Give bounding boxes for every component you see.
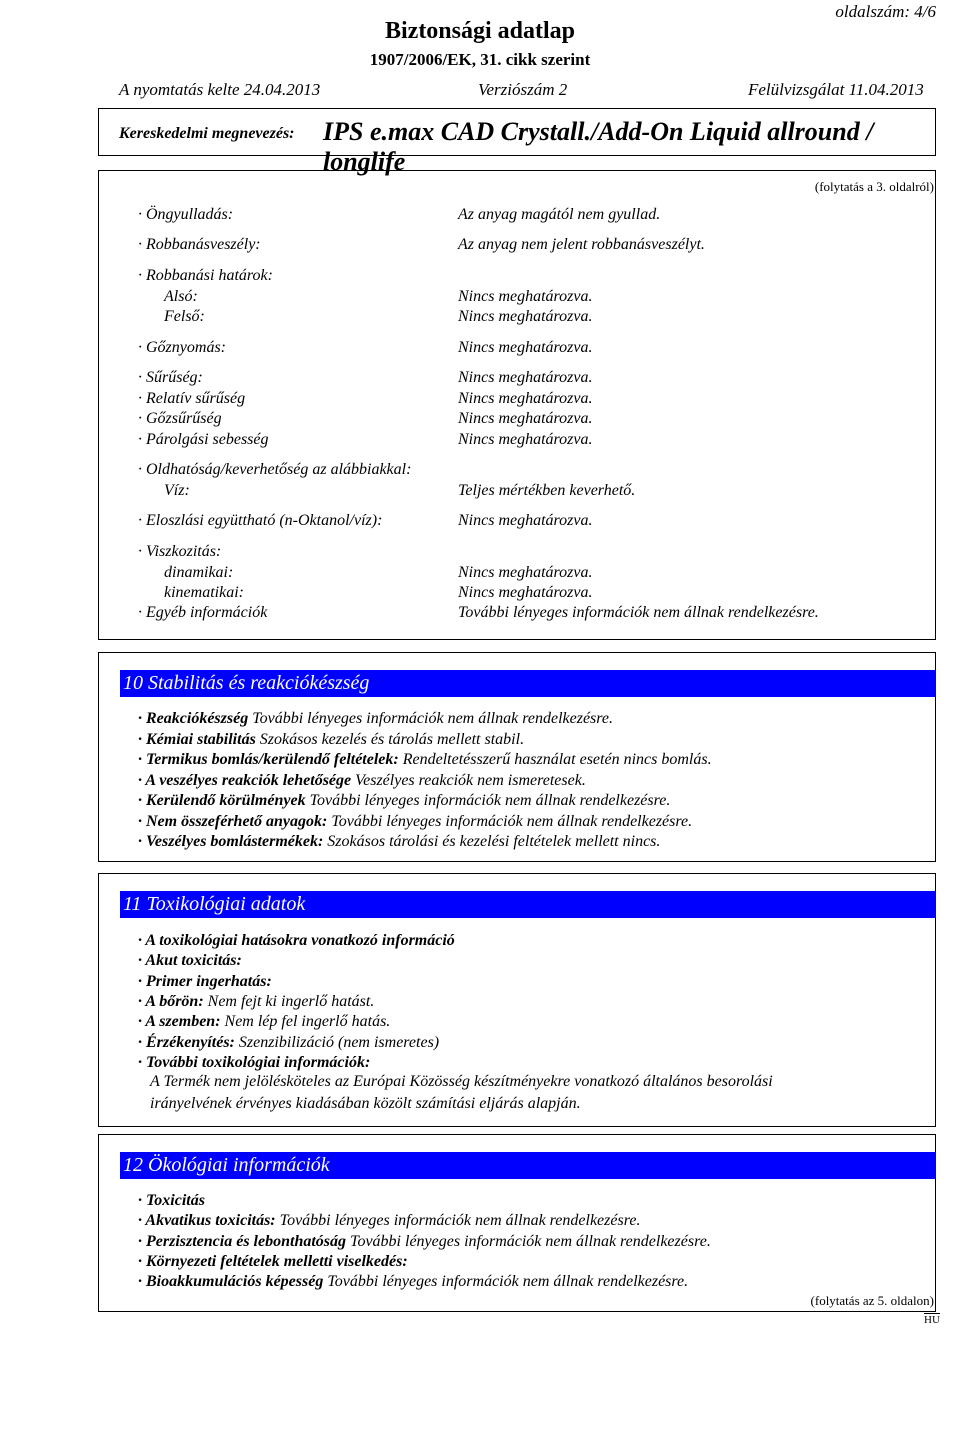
section-11-paragraph-line-1: A Termék nem jelölésköteles az Európai Közösség készítményekre vonatkozó általános besorolási — [150, 1073, 773, 1090]
revision-date: Felülvizsgálat 11.04.2013 — [748, 80, 924, 99]
item-text: Szenzibilizáció (nem ismeretes) — [234, 1033, 440, 1051]
section-10-title: 10 Stabilitás és reakciókészség — [123, 672, 370, 694]
list-item — [138, 750, 712, 770]
list-item — [138, 1272, 688, 1292]
item-term: · Toxicitás — [138, 1192, 205, 1209]
property-value: Teljes mértékben keverhető. — [458, 482, 636, 499]
item-term: · Perzisztencia és lebonthatóság — [138, 1232, 347, 1250]
property-label: · Sűrűség: — [138, 369, 203, 386]
section-11-paragraph-line-2: irányelvének érvényes kiadásában közölt számítási eljárás alapján. — [150, 1095, 581, 1112]
continued-from-note: (folytatás a 3. oldalról) — [814, 179, 934, 194]
property-label: Alsó: — [164, 288, 198, 305]
section-11-title: 11 Toxikológiai adatok — [123, 893, 306, 915]
item-term: · Akvatikus toxicitás: — [138, 1212, 276, 1230]
property-value: Nincs meghatározva. — [458, 288, 593, 305]
property-value: Nincs meghatározva. — [458, 339, 593, 356]
property-label: · Egyéb információk — [138, 604, 268, 621]
property-label: kinematikai: — [164, 584, 244, 601]
property-label: · Öngyulladás: — [138, 206, 234, 223]
item-term: · Primer ingerhatás: — [138, 972, 272, 990]
item-text: Veszélyes reakciók nem ismeretesek. — [351, 771, 586, 789]
property-label: · Viszkozitás: — [138, 543, 222, 560]
item-text: Nem lép fel ingerlő hatás. — [220, 1013, 391, 1031]
item-term: · Termikus bomlás/kerülendő feltételek: — [138, 751, 399, 768]
item-text: Szokásos kezelés és tárolás mellett stabil. — [255, 730, 525, 748]
property-label: · Gőznyomás: — [138, 339, 226, 356]
item-text: További lényeges információk nem állnak rendelkezésre. — [248, 710, 613, 727]
trade-name-box — [98, 108, 936, 176]
list-item — [138, 771, 586, 791]
trade-name-label: Kereskedelmi megnevezés: — [119, 125, 295, 142]
section-10-header — [120, 670, 936, 697]
list-item — [138, 791, 670, 811]
list-item — [138, 1232, 711, 1252]
list-item — [138, 931, 455, 951]
property-label: · Eloszlási együttható (n-Oktanol/víz): — [138, 512, 383, 529]
document-title: Biztonsági adatlap — [384, 18, 576, 44]
list-item — [138, 1211, 640, 1231]
list-item — [138, 1191, 205, 1211]
item-text: További lényeges információk nem állnak rendelkezésre. — [275, 1212, 641, 1230]
property-value: Nincs meghatározva. — [458, 584, 593, 601]
item-text: További lényeges információk nem állnak rendelkezésre. — [305, 792, 671, 809]
item-term: · A veszélyes reakciók lehetősége — [138, 771, 352, 789]
section-12-title: 12 Ökológiai információk — [123, 1154, 330, 1176]
item-term: · A bőrön: — [138, 992, 204, 1010]
property-value: Nincs meghatározva. — [458, 512, 593, 529]
list-item — [138, 951, 242, 971]
item-term: · További toxikológiai információk: — [138, 1053, 371, 1071]
item-text: Nem fejt ki ingerlő hatást. — [203, 992, 375, 1010]
list-item — [138, 832, 660, 852]
item-term: · A toxikológiai hatásokra vonatkozó információ — [138, 932, 455, 949]
version-number: Verziószám 2 — [478, 80, 568, 99]
item-text: Rendeltetésszerű használat esetén nincs bomlás. — [398, 751, 712, 768]
property-label: Felső: — [164, 308, 205, 325]
item-term: · Bioakkumulációs képesség — [138, 1273, 324, 1291]
page-bottom-rule — [98, 1311, 936, 1312]
item-term: · Környezeti feltételek melletti viselkedés: — [138, 1252, 408, 1270]
property-value: További lényeges információk nem állnak rendelkezésre. — [458, 604, 819, 621]
property-label: dinamikai: — [164, 564, 234, 581]
print-date: A nyomtatás kelte 24.04.2013 — [119, 80, 321, 99]
item-term: · Reakciókészség — [138, 710, 249, 727]
property-label: Víz: — [164, 482, 190, 499]
list-item — [138, 709, 613, 729]
item-text: További lényeges információk nem állnak rendelkezésre. — [323, 1273, 689, 1291]
property-value: Nincs meghatározva. — [458, 564, 593, 581]
property-label: · Relatív sűrűség — [138, 390, 246, 407]
item-term: · Kémiai stabilitás — [138, 730, 256, 748]
list-item — [138, 1252, 408, 1272]
item-term: · Veszélyes bomlástermékek: — [138, 833, 324, 850]
list-item — [138, 812, 692, 832]
property-value: Nincs meghatározva. — [458, 410, 593, 427]
list-item — [138, 1033, 439, 1053]
item-term: · Akut toxicitás: — [138, 952, 242, 970]
section-11-header — [120, 891, 936, 918]
property-value: Az anyag nem jelent robbanásveszélyt. — [458, 236, 705, 253]
item-text: Szokásos tárolási és kezelési feltételek mellett nincs. — [323, 833, 661, 850]
item-term: · Kerülendő körülmények — [138, 792, 306, 809]
property-value: Nincs meghatározva. — [458, 308, 593, 325]
property-label: · Robbanásveszély: — [138, 236, 261, 253]
list-item — [138, 972, 272, 992]
item-term: · Érzékenyítés: — [138, 1033, 235, 1051]
property-value: Nincs meghatározva. — [458, 390, 593, 407]
item-term: · A szemben: — [138, 1013, 221, 1031]
continued-on-note: (folytatás az 5. oldalon) — [810, 1293, 934, 1308]
item-term: · Nem összeférhető anyagok: — [138, 812, 328, 830]
list-item — [138, 992, 374, 1012]
list-item — [138, 730, 524, 750]
section-12-header — [120, 1152, 936, 1179]
property-label: · Oldhatóság/keverhetőség az alábbiakkal: — [138, 461, 412, 478]
trade-name-value: IPS e.max CAD Crystall./Add-On Liquid allround / longlife — [323, 117, 874, 176]
language-code: HU — [924, 1314, 940, 1326]
property-value: Nincs meghatározva. — [458, 431, 593, 448]
item-text: További lényeges információk nem állnak rendelkezésre. — [346, 1232, 711, 1250]
property-label: · Párolgási sebesség — [138, 431, 269, 448]
property-value: Az anyag magától nem gyullad. — [458, 206, 661, 223]
property-label: · Gőzsűrűség — [138, 410, 222, 427]
item-text: További lényeges információk nem állnak rendelkezésre. — [327, 812, 693, 830]
property-value: Nincs meghatározva. — [458, 369, 593, 386]
list-item — [138, 1053, 370, 1073]
page-number: oldalszám: 4/6 — [835, 2, 936, 21]
list-item — [138, 1012, 390, 1032]
property-label: · Robbanási határok: — [138, 267, 273, 284]
document-subtitle: 1907/2006/EK, 31. cikk szerint — [369, 50, 591, 69]
